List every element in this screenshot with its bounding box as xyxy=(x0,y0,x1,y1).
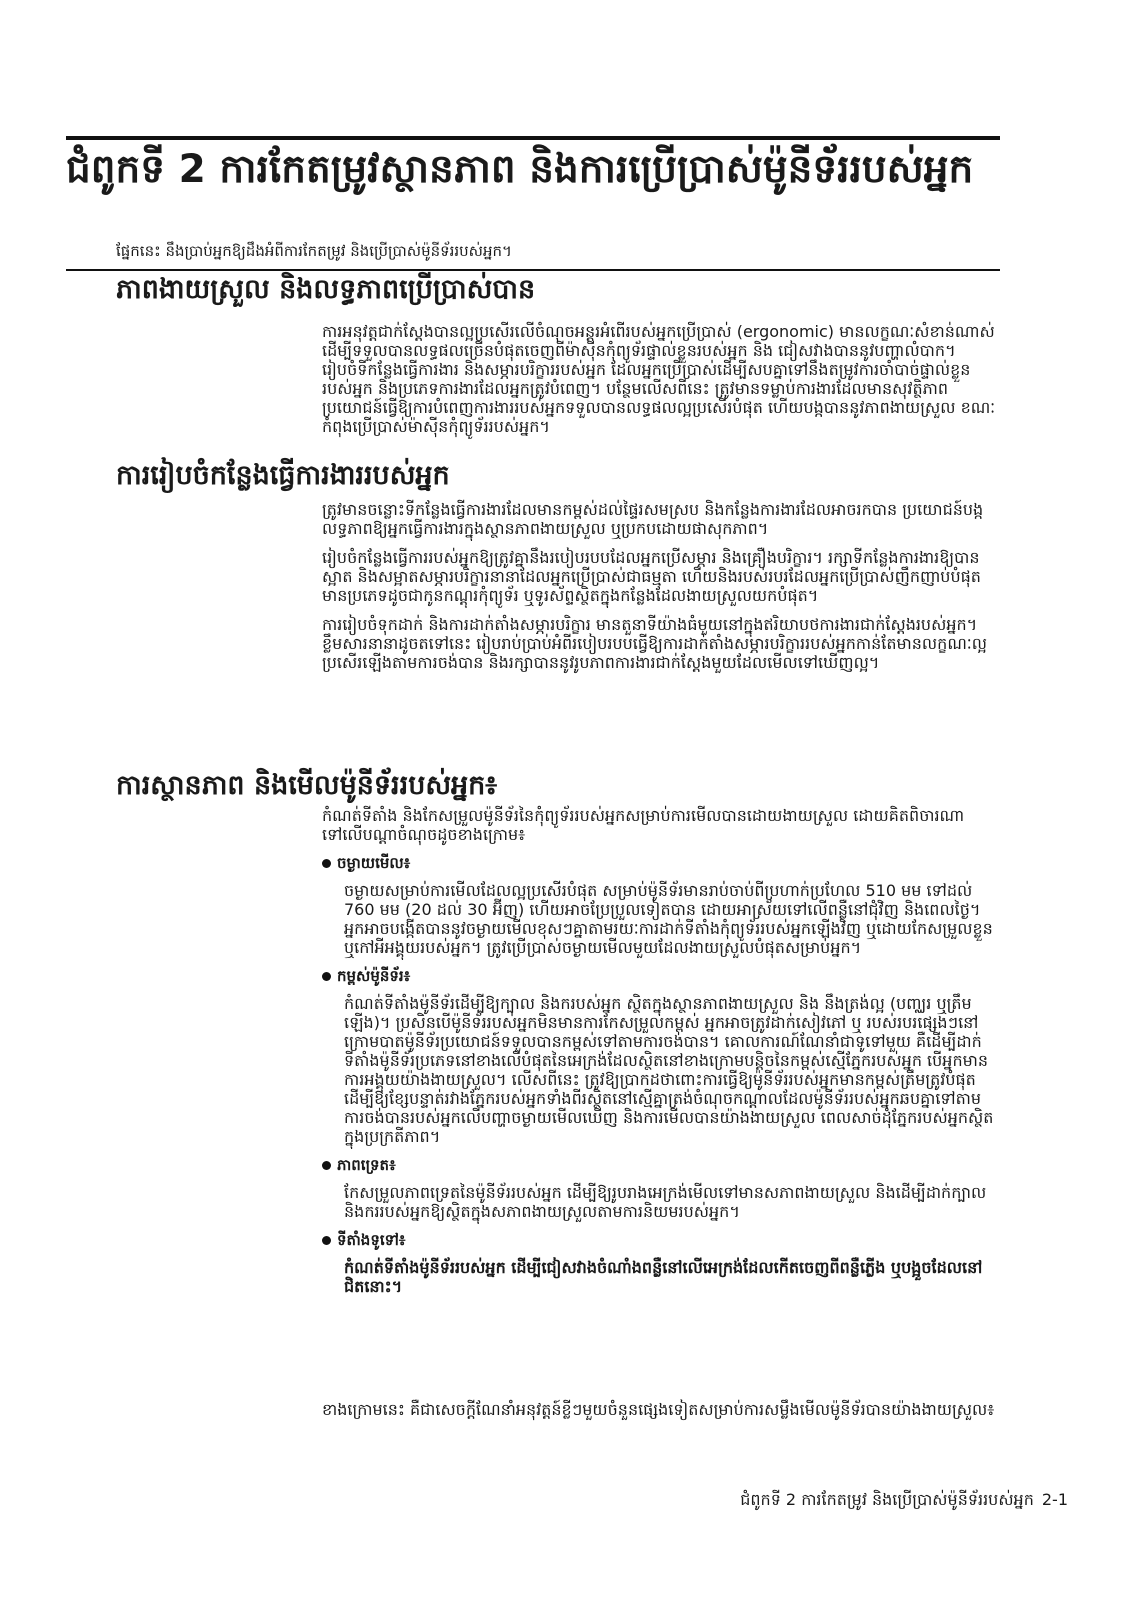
closing-paragraph-block xyxy=(322,1400,998,1429)
section-heading-monitor: ការស្ថានភាព និងមើលម៉ូនីទ័ររបស់អ្នក៖ xyxy=(116,770,498,801)
bullet-label-tilt: ភាពទ្រេត៖ xyxy=(322,1156,998,1175)
chapter-title: ជំពូកទី 2 ការកែតម្រូវស្ថានភាព និងការប្រើប្រាស់ម៉ូនីទ័ររបស់អ្នក xyxy=(66,147,974,192)
paragraph: ត្រូវមានចន្លោះទីកន្លែងធ្វើការងារដែលមានកម្ពស់ដល់ផ្ទៃរសមស្រប និងកន្លែងការងារដែលអាចរកបាន ប្រយោជន៍បង្កលទ្ធភាពឱ្យអ្នកធ្វើការងារក្នុងស្ថានភាពងាយស្រួល ឬប្រកបដោយផាសុកភាព។ xyxy=(322,500,984,538)
section-body-workspace xyxy=(322,500,998,682)
bullet-text-viewing-distance: ចម្ងាយសម្រាប់ការមើលដែលល្អប្រសើរបំផុត សម្រាប់ម៉ូនីទ័រមានរាប់ចាប់ពីប្រហាក់ប្រហែល 510 មម ទៅដល់ 760 មម (20 ដល់ 30 អ៊ីញ) ហើយអាចប្រែប្រួលទៀតបាន ដោយអាស្រ័យទៅលើពន្លឺនៅជុំវិញ និងពេលថ្ងៃ។ អ្នកអាចបង្កើតបាននូវចម្ងាយមើលខុសៗគ្នាតាមរយៈការដាក់ទីតាំងកុំព្យូទ័ររបស់អ្នកឡើងវិញ ឬដោយកែសម្រួលខ្លួន ឬកៅអីអង្គុយរបស់អ្នក។ ត្រូវប្រើប្រាស់ចម្ងាយមើលមួយដែលងាយស្រួលបំផុតសម្រាប់អ្នក។ xyxy=(344,881,993,957)
bullet-dot xyxy=(322,1161,331,1170)
paragraph-closing: ខាងក្រោមនេះ គឺជាសេចក្ដីណែនាំអនុវត្តន៍ខ្លីៗមួយចំនួនផ្សេងទៀតសម្រាប់ការសម្លឹងមើលម៉ូនីទ័របានយ៉ាងងាយស្រួល៖ xyxy=(322,1400,995,1419)
bullet-label-general-position: ទីតាំងទូទៅ៖ xyxy=(322,1231,998,1250)
section-heading-workspace: ការរៀបចំកន្លែងធ្វើការងាររបស់អ្នក xyxy=(116,460,450,491)
paragraph-intro: កំណត់ទីតាំង និងកែសម្រួលម៉ូនីទ័រនៃកុំព្យូទ័ររបស់អ្នកសម្រាប់ការមើលបានដោយងាយស្រួល ដោយគិតពិចារណាទៅលើបណ្ដាចំណុចដូចខាងក្រោម៖ xyxy=(322,806,965,844)
paragraph: រៀបចំកន្លែងធ្វើការរបស់អ្នកឱ្យត្រូវគ្នានឹងរបៀបរបបដែលអ្នកប្រើសម្ភារ និងគ្រឿងបរិក្ខារ។ រក្សាទីកន្លែងការងារឱ្យបានស្អាត និងសម្អាតសម្ភារបរិក្ខារនានាដែលអ្នកប្រើប្រាស់ជាធម្មតា ហើយនិងរបស់របរដែលអ្នកប្រើប្រាស់ញឹកញាប់បំផុត មានប្រភេទដូចជាកូនកណ្ដុរកុំព្យូទ័រ ឬទូរស័ព្ទស្ថិតក្នុងកន្លែងដែលងាយស្រួលយកបំផុត។ xyxy=(322,548,981,605)
footer-text: ជំពូកទី 2 ការកែតម្រូវ និងប្រើប្រាស់ម៉ូនីទ័ររបស់អ្នក xyxy=(740,1490,1034,1509)
bullet-dot xyxy=(322,859,331,868)
bullet-text-tilt: កែសម្រួលភាពទ្រេតនៃម៉ូនីទ័ររបស់អ្នក ដើម្បីឱ្យរូបរាងអេក្រង់មើលទៅមានសភាពងាយស្រួល និងដើម្បីដាក់ក្បាល និងកររបស់អ្នកឱ្យស្ថិតក្នុងសភាពងាយស្រួលតាមការនិយមរបស់អ្នក។ xyxy=(344,1183,987,1221)
section-body-ergonomics xyxy=(322,322,998,446)
page-number: 2-1 xyxy=(1041,1490,1068,1509)
bullet-text-monitor-height: កំណត់ទីតាំងម៉ូនីទ័រដើម្បីឱ្យក្បាល និងករបស់អ្នក ស្ថិតក្នុងស្ថានភាពងាយស្រួល និង នឹងត្រង់ល្អ (បញ្ឈរ ឬត្រឹមឡើង)។ ប្រសិនបើម៉ូនីទ័ររបស់អ្នកមិនមានការកែសម្រួលកម្ពស់ អ្នកអាចត្រូវដាក់សៀវភៅ ឬ របស់របរផ្សេងៗនៅក្រោមបាតម៉ូនីទ័រប្រយោជន៍ទទួលបានកម្ពស់ទៅតាមការចង់បាន។ គោលការណ៍ណែនាំជាទូទៅមួយ គឺដើម្បីដាក់ទីតាំងម៉ូនីទ័រប្រភេទនៅខាងលើបំផុតនៃអេក្រង់ដែលស្ថិតនៅខាងក្រោមបន្តិចនៃកម្ពស់ស្មើភ្នែករបស់អ្នក បើអ្នកមានការអង្គុយយ៉ាងងាយស្រួល។ លើសពីនេះ ត្រូវឱ្យប្រាកដថាពោះការធ្វើឱ្យម៉ូនីទ័ររបស់អ្នកមានកម្ពស់ត្រឹមត្រូវបំផុត ដើម្បីឱ្យខ្សែបន្ទាត់រវាងភ្នែករបស់អ្នកទាំងពីរស្ថិតនៅស្មើគ្នាត្រង់ចំណុចកណ្ដាលដែលម៉ូនីទ័ររបស់អ្នកឆបគ្នាទៅតាមការចង់បានរបស់អ្នកលើបញ្ហាចម្ងាយមើលឃើញ និងការមើលបានយ៉ាងងាយស្រួល ពេលសាច់ដុំភ្នែករបស់អ្នកស្ថិតក្នុងប្រក្រតីភាព។ xyxy=(344,994,994,1146)
bullet-label-monitor-height: កម្ពស់ម៉ូនីទ័រ៖ xyxy=(322,967,998,986)
chapter-top-rule xyxy=(66,136,1000,140)
paragraph: ការអនុវត្តជាក់ស្ដែងបានល្អប្រសើរលើចំណុចអន្តរអំពើរបស់អ្នកប្រើប្រាស់ (ergonomic) មានលក្ខណៈសំខាន់ណាស់ ដើម្បីទទួលបានលទ្ធផលច្រើនបំផុតចេញពីម៉ាស៊ីនកុំព្យូទ័រផ្ទាល់ខ្លួនរបស់អ្នក និង ជៀសវាងបាននូវបញ្ហាលំបាក។ រៀបចំទីកន្លែងធ្វើការងារ និងសម្ភារបរិក្ខាររបស់អ្នក ដែលអ្នកប្រើប្រាស់ដើម្បីសបគ្នាទៅនឹងតម្រូវការចាំបាច់ផ្ទាល់ខ្លួនរបស់អ្នក និងប្រភេទការងារដែលអ្នកត្រូវបំពេញ។ បន្ថែមលើសពីនេះ ត្រូវមានទម្លាប់ការងារដែលមានសុវត្ថិភាព ប្រយោជន៍ធ្វើឱ្យការបំពេញការងាររបស់អ្នកទទួលបានលទ្ធផលល្អប្រសើរបំផុត ហើយបង្កបាននូវភាពងាយស្រួល ខណៈកំពុងប្រើប្រាស់ម៉ាស៊ីនកុំព្យូទ័ររបស់អ្នក។ xyxy=(322,322,996,436)
bullet-dot xyxy=(322,972,331,981)
bullet-dot xyxy=(322,1236,331,1245)
bullet-label-viewing-distance: ចម្ងាយមើល៖ xyxy=(322,854,998,873)
paragraph: ការរៀបចំទុកដាក់ និងការដាក់តាំងសម្ភារបរិក្ខារ មានតួនាទីយ៉ាងធំមួយនៅក្នុងឥរិយាបថការងារជាក់ស្ដែងរបស់អ្នក។ ខ្លឹមសារនានាដូចតទៅនេះ រៀបរាប់ប្រាប់អំពីរបៀបរបបធ្វើឱ្យការដាក់តាំងសម្ភារបរិក្ខាររបស់អ្នកកាន់តែមានលក្ខណៈល្អប្រសើរឡើងតាមការចង់បាន និងរក្សាបាននូវរូបភាពការងារជាក់ស្ដែងមួយដែលមើលទៅឃើញល្អ។ xyxy=(322,615,987,672)
page-footer xyxy=(732,1490,1068,1510)
section-heading-ergonomics: ភាពងាយស្រួល និងលទ្ធភាពប្រើប្រាស់បាន xyxy=(116,274,536,305)
section-body-monitor xyxy=(322,806,998,1306)
bullet-text-general-position: កំណត់ទីតាំងម៉ូនីទ័ររបស់អ្នក ដើម្បីជៀសវាងចំណាំងពន្លឺនៅលើអេក្រង់ដែលកើតចេញពីពន្លឺភ្លើង ឬបង្អួចដែលនៅជិតនោះ។ xyxy=(344,1258,983,1296)
chapter-subtitle: ផ្នែកនេះ នឹងប្រាប់អ្នកឱ្យដឹងអំពីការកែតម្រូវ និងប្រើប្រាស់ម៉ូនីទ័ររបស់អ្នក។ xyxy=(116,242,512,260)
chapter-bottom-rule xyxy=(66,269,1000,271)
